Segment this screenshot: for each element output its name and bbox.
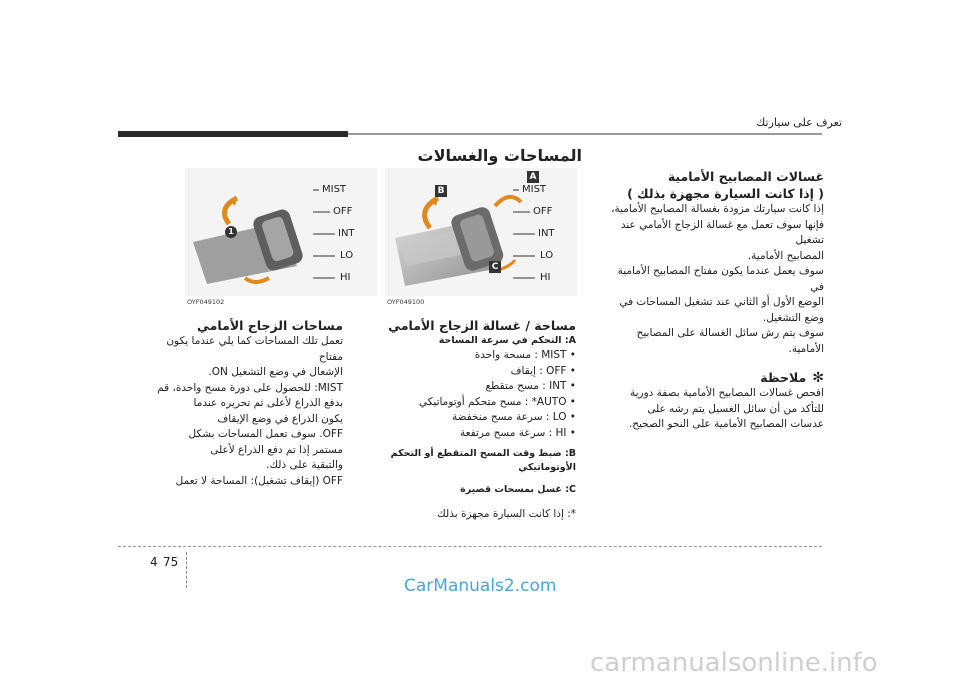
text-line: الإشعال في وضع التشغيل ON. — [208, 366, 343, 378]
note-header — [610, 369, 824, 386]
callout-a: A — [527, 171, 539, 183]
figure-code: OYF049102 — [187, 298, 225, 306]
subheading-b-cont: الأوتوماتيكي — [518, 462, 576, 473]
list-item: • LO : سرعة مسح منخفضة — [451, 411, 576, 423]
headlamp-washer-subheading: ( إذا كانت السيارة مجهزة بذلك ) — [627, 186, 824, 201]
watermark-link[interactable]: CarManuals2.com — [404, 576, 557, 596]
subheading-b: B: ضبط وقت المسح المتقطع أو التحكم — [390, 448, 576, 459]
list-item: • MIST : مسحة واحدة — [474, 349, 576, 361]
text-line: المصابيح الأمامية. — [747, 249, 824, 262]
section-title: المساحات والغسالات — [417, 146, 582, 165]
text-line: بدفع الذراع لأعلى ثم تحريره عندما — [193, 397, 343, 409]
figure-label-hi: HI — [340, 272, 351, 283]
figure-code: OYF049100 — [387, 298, 425, 306]
text-line: للتأكد من أن سائل الغسيل يتم رشه على — [647, 402, 824, 415]
figure-label-int: INT — [538, 228, 555, 239]
running-header: تعرف على سيارتك — [756, 116, 842, 129]
text-line: سوف يتم رش سائل الغسالة على المصابيح الأمامية. — [636, 327, 824, 355]
text-line: عدسات المصابيح الأمامية على النحو الصحيح. — [628, 418, 824, 430]
wiper-lever-figure — [185, 168, 377, 296]
text-line: MIST: للحصول على دورة مسح واحدة، قم — [157, 381, 343, 394]
text-line: افحص غسالات المصابيح الأمامية بصفة دورية — [629, 387, 824, 399]
figure-label-lo: LO — [540, 250, 554, 261]
callout-number: 1 — [225, 226, 237, 238]
figure-label-mist: MIST — [522, 184, 547, 195]
figure-label-off: OFF — [533, 206, 553, 217]
figure-label-hi: HI — [540, 272, 551, 283]
page-number: 75 — [163, 555, 179, 569]
windshield-wipers-section — [153, 317, 343, 489]
wiper-speed-list — [361, 348, 576, 441]
subheading-c: C: غسل بمسحات قصيرة — [460, 484, 576, 495]
callout-c: C — [489, 261, 501, 273]
asterisk-icon: ✻ — [812, 369, 824, 386]
headlamp-washer-text — [610, 202, 824, 357]
wiper-washer-section — [361, 317, 576, 523]
text-line: الوضع الأول أو الثاني عند تشغيل المساحات في — [619, 296, 824, 308]
header-rule — [348, 133, 822, 135]
windshield-wipers-heading: مساحات الزجاج الأمامي — [197, 318, 343, 333]
text-line: OFF. سوف تعمل المساحات بشكل — [188, 428, 343, 440]
text-line: سوف يعمل عندما يكون مفتاح المصابيح الأمامية في — [617, 265, 824, 293]
list-item: • HI : سرعة مسح مرتفعة — [459, 426, 576, 439]
wiper-washer-heading: مساحة / غسالة الزجاج الأمامي — [388, 318, 576, 333]
windshield-wipers-text — [153, 334, 343, 489]
list-item: • OFF : إيقاف — [510, 364, 576, 377]
text-line: مستمر إذا تم دفع الذراع لأعلى — [210, 443, 343, 456]
figure-label-lo: LO — [340, 250, 354, 261]
text-line: يكون الذراع في وضع الإيقاف — [217, 412, 343, 425]
text-line: فإنها سوف تعمل مع غسالة الزجاج الأمامي عند تشغيل — [620, 218, 824, 246]
footer-divider — [186, 552, 187, 588]
headlamp-washer-section — [610, 168, 824, 433]
figure-label-off: OFF — [333, 206, 353, 217]
text-line: وضع التشغيل. — [762, 311, 824, 324]
headlamp-washer-heading: غسالات المصابيح الأمامية — [667, 169, 824, 184]
watermark-text: carmanualsonline.info — [590, 648, 878, 678]
subheading-a: A: التحكم في سرعة المساحة — [438, 335, 576, 346]
text-line: إذا كانت سيارتك مزودة بغسالة المصابيح الأمامية، — [611, 203, 824, 215]
footnote: *: إذا كانت السيارة مجهزة بذلك — [437, 508, 576, 520]
figure-label-mist: MIST — [322, 184, 347, 195]
list-item: • INT : مسح متقطع — [485, 380, 576, 392]
callout-b: B — [435, 185, 447, 197]
list-item: • AUTO* : مسح متحكم أوتوماتيكي — [418, 395, 576, 408]
chapter-number: 4 — [150, 555, 158, 569]
note-text — [610, 386, 824, 433]
note-title: ملاحظة — [760, 370, 807, 385]
footer-rule — [118, 546, 822, 547]
wiper-lever-figure-labeled — [385, 168, 577, 296]
header-bar — [118, 131, 348, 137]
figure-label-int: INT — [338, 228, 355, 239]
text-line: والتبقية على ذلك. — [266, 459, 343, 471]
text-line: OFF (إيقاف تشغيل): المساحة لا تعمل — [175, 474, 343, 487]
text-line: تعمل تلك المساحات كما يلي عندما يكون مفتاح — [166, 335, 343, 363]
